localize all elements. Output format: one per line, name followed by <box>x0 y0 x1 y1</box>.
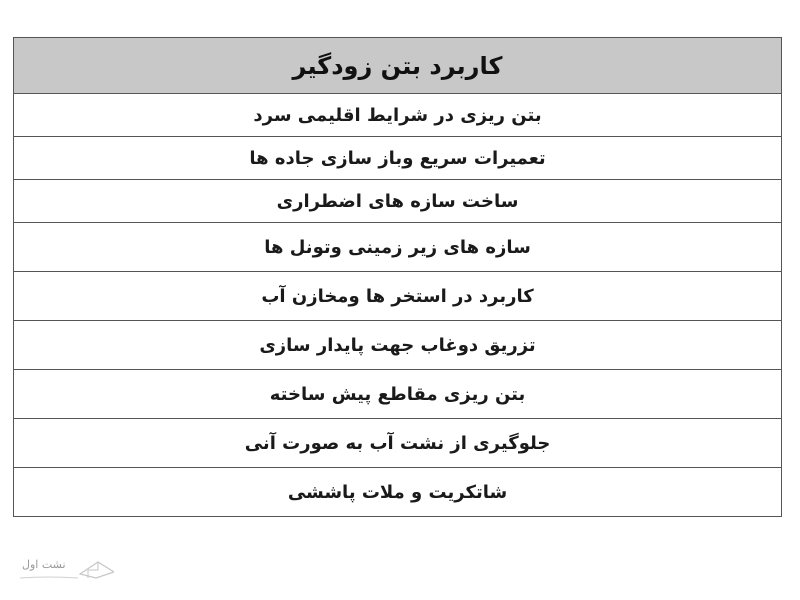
table-row: بتن ریزی در شرایط اقلیمی سرد <box>14 94 781 137</box>
table-row: کاربرد در استخر ها ومخازن آب <box>14 272 781 321</box>
applications-table <box>13 37 782 517</box>
table-row: سازه های زیر زمینی وتونل ها <box>14 223 781 272</box>
table-row: جلوگیری از نشت آب به صورت آنی <box>14 419 781 468</box>
watermark-text: نشت اول <box>22 558 66 571</box>
table-row: شاتکریت و ملات پاششی <box>287 481 508 503</box>
table-row: تعمیرات سریع وباز سازی جاده ها <box>14 137 781 180</box>
table-title: کاربرد بتن زودگیر <box>14 38 781 94</box>
table-row: ساخت سازه های اضطراری <box>14 180 781 223</box>
table-row: بتن ریزی مقاطع پیش ساخته <box>14 370 781 419</box>
table-row: تزریق دوغاب جهت پایدار سازی <box>14 321 781 370</box>
